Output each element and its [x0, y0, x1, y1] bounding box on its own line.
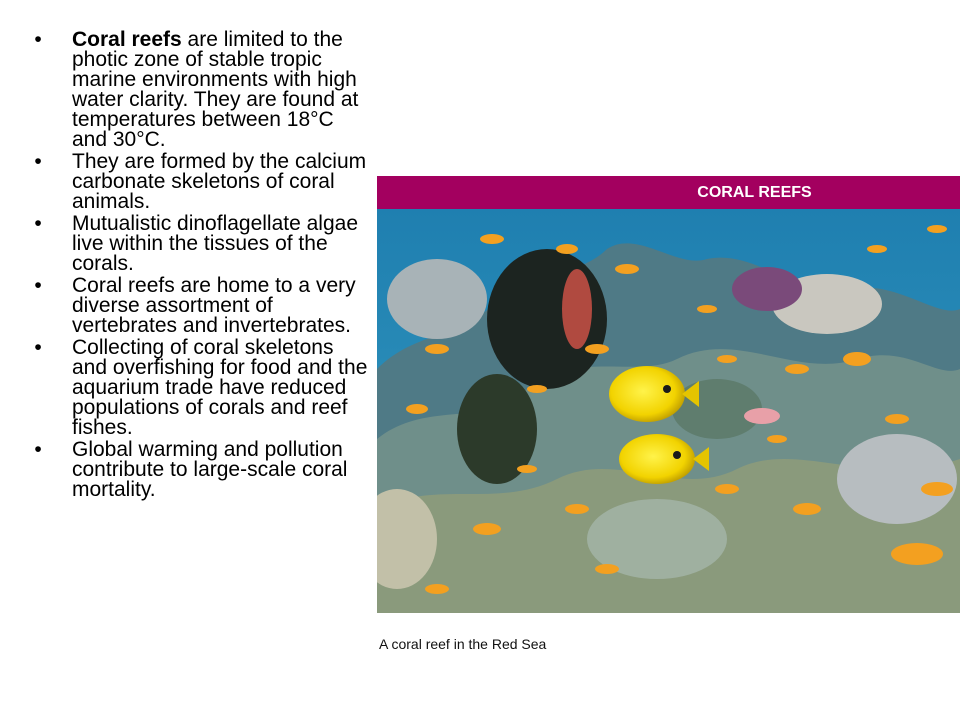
figure-header — [377, 176, 960, 209]
figure-header-label: CORAL REEFS — [697, 183, 812, 201]
bullet-marker: • — [34, 28, 42, 51]
bullet-marker: • — [34, 336, 42, 359]
bullet-marker: • — [34, 438, 42, 461]
bullet-item — [28, 440, 368, 500]
bullet-lead: Coral reefs — [72, 28, 182, 51]
bullet-marker: • — [34, 150, 42, 173]
bullet-text: Collecting of coral skeletons and overfishing for food and the aquarium trade have reduced populations of corals and reef fishes. — [72, 336, 368, 439]
bullet-text: are limited to the photic zone of stable tropic marine environments with high water clarity. They are found at temperatures between 18°C and 30°C. — [72, 28, 359, 151]
bullet-text: They are formed by the calcium carbonate skeletons of coral animals. — [72, 150, 367, 213]
bullet-text: Coral reefs are home to a very diverse assortment of vertebrates and invertebrates. — [72, 274, 356, 337]
bullet-text: Global warming and pollution contribute to large-scale coral mortality. — [72, 438, 348, 501]
bullet-list — [28, 30, 368, 502]
bullet-item — [28, 30, 368, 150]
bullet-item — [28, 152, 368, 212]
bullet-marker: • — [34, 212, 42, 235]
bullet-item — [28, 276, 368, 336]
coral-reef-photo — [377, 209, 960, 613]
bullet-item — [28, 214, 368, 274]
bullet-marker: • — [34, 274, 42, 297]
figure-caption: A coral reef in the Red Sea — [379, 636, 547, 652]
bullet-item — [28, 338, 368, 438]
bullet-text: Mutualistic dinoflagellate algae live within the tissues of the corals. — [72, 212, 359, 275]
